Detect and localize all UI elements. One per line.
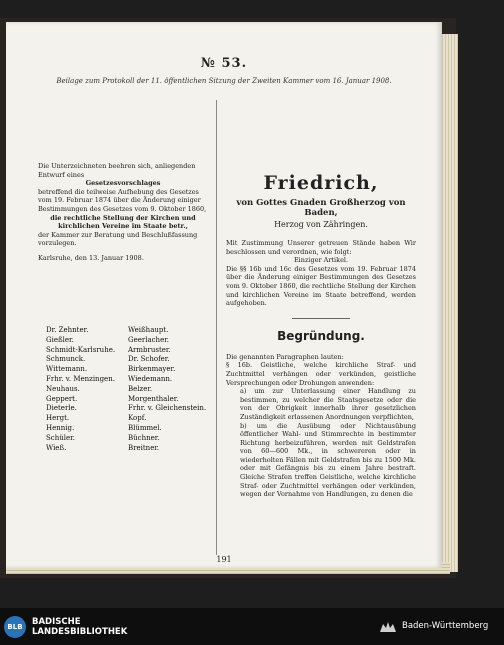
royal-name: Friedrich,	[263, 172, 379, 194]
reason-item-a: a) um zur Unterlassung einer Handlung zu bestimmen, zu welcher die Staatsgesetze oder die von der Obrigkeit innerhalb ihrer gesetzlichen Zuständigkeit erlassenen Anordnungen verpflichten,	[240, 387, 416, 421]
signatory-row	[46, 444, 211, 454]
signatory-name: Frhr. v. Menzingen.	[46, 374, 115, 383]
signatory-name: Hennig.	[46, 423, 75, 432]
proposal-title: Gesetzesvorschlages	[85, 179, 161, 188]
signatory-name: Schmidt-Karlsruhe.	[46, 345, 116, 354]
signatories-list	[46, 326, 211, 453]
signatory-row	[46, 404, 211, 414]
signatory-name: Neuhaus.	[46, 384, 80, 393]
place-date: Karlsruhe, den 13. Januar 1908.	[38, 253, 144, 262]
left-column	[38, 162, 208, 263]
signatory-name: Blümmel.	[128, 423, 162, 432]
page-number: 191	[216, 555, 232, 564]
page-edges-right	[440, 34, 458, 572]
section-divider	[292, 318, 350, 319]
signatory-name: Armbruster.	[128, 345, 171, 354]
signatory-row	[46, 346, 211, 356]
reason-intro: Die genannten Paragraphen lauten:	[226, 352, 344, 361]
document-number: № 53.	[200, 56, 248, 71]
bw-lions-icon	[378, 618, 398, 636]
right-column	[226, 172, 416, 499]
signatory-name: Dr. Zehnter.	[46, 326, 89, 334]
signatory-name: Weißhaupt.	[128, 326, 169, 334]
column-divider	[216, 100, 217, 555]
signatory-row	[46, 434, 211, 444]
signatory-row	[46, 355, 211, 365]
reasoning-heading: Begründung.	[277, 328, 365, 343]
royal-title: von Gottes Gnaden Großherzog von Baden,	[236, 198, 406, 218]
signatory-row	[46, 375, 211, 385]
state-name[interactable]: Baden-Württemberg	[402, 621, 489, 631]
signatory-name: Hergt.	[46, 414, 70, 423]
signatory-name: Wiedemann.	[128, 374, 173, 383]
proposal-desc-1: betreffend die teilweise Aufhebung des Gesetzes vom 19. Februar 1874 über die Änderung einiger Bestimmungen des Gesetzes vom 9. Oktober 1860,	[38, 187, 207, 213]
reason-paragraph: § 16b. Geistliche, welche kirchliche Straf- und Zuchtmittel verhängen oder verkünden, geistliche Versprechungen oder Drohungen anwenden:	[226, 361, 416, 387]
library-name-line1: BADISCHE	[32, 617, 81, 627]
signatory-name: Schüler.	[46, 433, 75, 442]
signatory-name: Schmunck.	[46, 355, 86, 364]
signatory-name: Morgenthaler.	[128, 394, 179, 403]
signatory-name: Birkenmayer.	[128, 365, 176, 374]
signatory-name: Kopf.	[128, 414, 147, 423]
document-page	[6, 22, 442, 568]
signatory-row	[46, 395, 211, 405]
signatory-row	[46, 414, 211, 424]
signatory-row	[46, 336, 211, 346]
signatory-row	[46, 326, 211, 336]
signatory-name: Breitner.	[128, 443, 160, 452]
signatory-name: Belzer.	[128, 384, 153, 393]
proposal-desc-3: der Kammer zur Beratung und Beschlußfassung vorzulegen.	[38, 230, 198, 248]
signatory-name: Wieß.	[46, 443, 67, 452]
reasoning-text	[226, 353, 416, 499]
signatory-name: Dieterle.	[46, 404, 77, 413]
signatory-name: Wittemann.	[46, 365, 88, 374]
library-name-line2: LANDESBIBLIOTHEK	[32, 627, 128, 637]
signatory-name: Geerlacher.	[128, 335, 170, 344]
consent-text: Mit Zustimmung Unserer getreuen Stände haben Wir beschlossen und verordnen, wie folgt:	[226, 239, 416, 256]
intro-text: Die Unterzeichneten beehren sich, anliegenden Entwurf eines	[38, 162, 196, 179]
footer-bar	[0, 608, 504, 645]
article-text: Die §§ 16b und 16c des Gesetzes vom 19. Februar 1874 über die Änderung einiger Bestimmungen des Gesetzes vom 9. Oktober 1860, die rechtliche Stellung der Kirchen und kirchlichen Vereine im Staate betreffend, werden aufgehoben.	[226, 264, 416, 308]
signatory-row	[46, 385, 211, 395]
document-subheader: Beilage zum Protokoll der 11. öffentlichen Sitzung der Zweiten Kammer vom 16. Januar 1908.	[56, 77, 392, 85]
library-name[interactable]	[32, 617, 127, 637]
signatory-name: Büchner.	[128, 433, 160, 442]
signatory-name: Gießler.	[46, 335, 74, 344]
reason-item-b: b) um die Ausübung oder Nichtausübung öffentlicher Wahl- und Stimmrechte in bestimmter Richtung herbeizuführen, werden mit Geldstrafen von 60—600 Mk., in schwereren oder in wiederholten Fällen mit Geldstrafen bis zu 1500 Mk. oder mit Gefängnis bis zu einem Jahre bestraft. Gleiche Strafen treffen Geistliche, welche kirchliche Straf- oder Zuchtmittel verhängen oder verkünden, wegen der Vornahme von Handlungen, zu denen die	[240, 421, 416, 499]
signatory-name: Frhr. v. Gleichenstein.	[128, 404, 207, 413]
royal-subtitle: Herzog von Zähringen.	[274, 220, 368, 229]
law-text	[226, 239, 416, 308]
signatory-row	[46, 365, 211, 375]
signatory-row	[46, 424, 211, 434]
proposal-desc-2: die rechtliche Stellung der Kirchen und kirchlichen Vereine im Staate betr.,	[50, 213, 196, 231]
signatory-name: Geppert.	[46, 394, 78, 403]
signatory-name: Dr. Schofer.	[128, 355, 170, 364]
article-title: Einziger Artikel.	[293, 256, 349, 265]
blb-logo-icon[interactable]: BLB	[4, 616, 26, 638]
